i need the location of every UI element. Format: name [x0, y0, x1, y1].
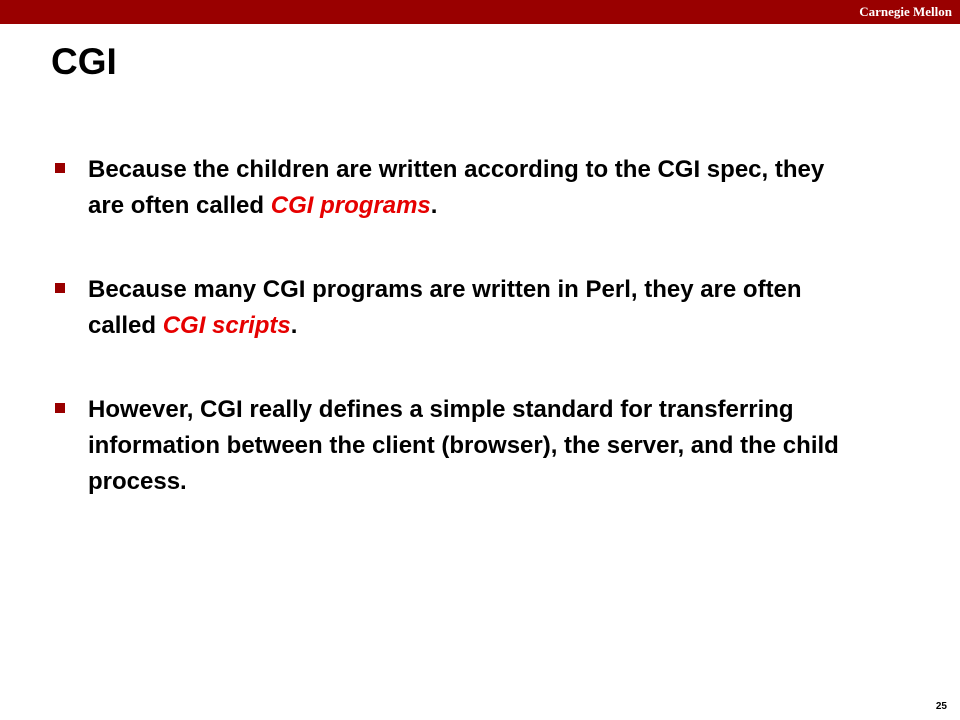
- header-bar: [0, 0, 960, 24]
- bullet-text-end: .: [430, 192, 438, 219]
- bullet-item: [55, 152, 845, 224]
- page-number: 25: [935, 701, 947, 712]
- bullet-square-icon: [55, 403, 65, 413]
- bullet-list: [55, 152, 845, 548]
- bullet-square-icon: [55, 283, 65, 293]
- bullet-text: Because the children are written according to the CGI spec, they are often called: [88, 156, 825, 219]
- slide-title: CGI: [51, 41, 117, 82]
- bullet-square-icon: [55, 163, 65, 173]
- bullet-text: Because many CGI programs are written in Perl, they are often called: [88, 276, 802, 339]
- brand-label: Carnegie Mellon: [859, 4, 952, 19]
- bullet-highlight: CGI programs: [270, 192, 431, 219]
- bullet-item: [55, 272, 845, 344]
- bullet-highlight: CGI scripts: [162, 312, 291, 339]
- bullet-text: However, CGI really defines a simple standard for transferring information between the client (browser), the server, and the child process.: [88, 396, 839, 495]
- bullet-item: [55, 392, 845, 500]
- bullet-text-end: .: [290, 312, 298, 339]
